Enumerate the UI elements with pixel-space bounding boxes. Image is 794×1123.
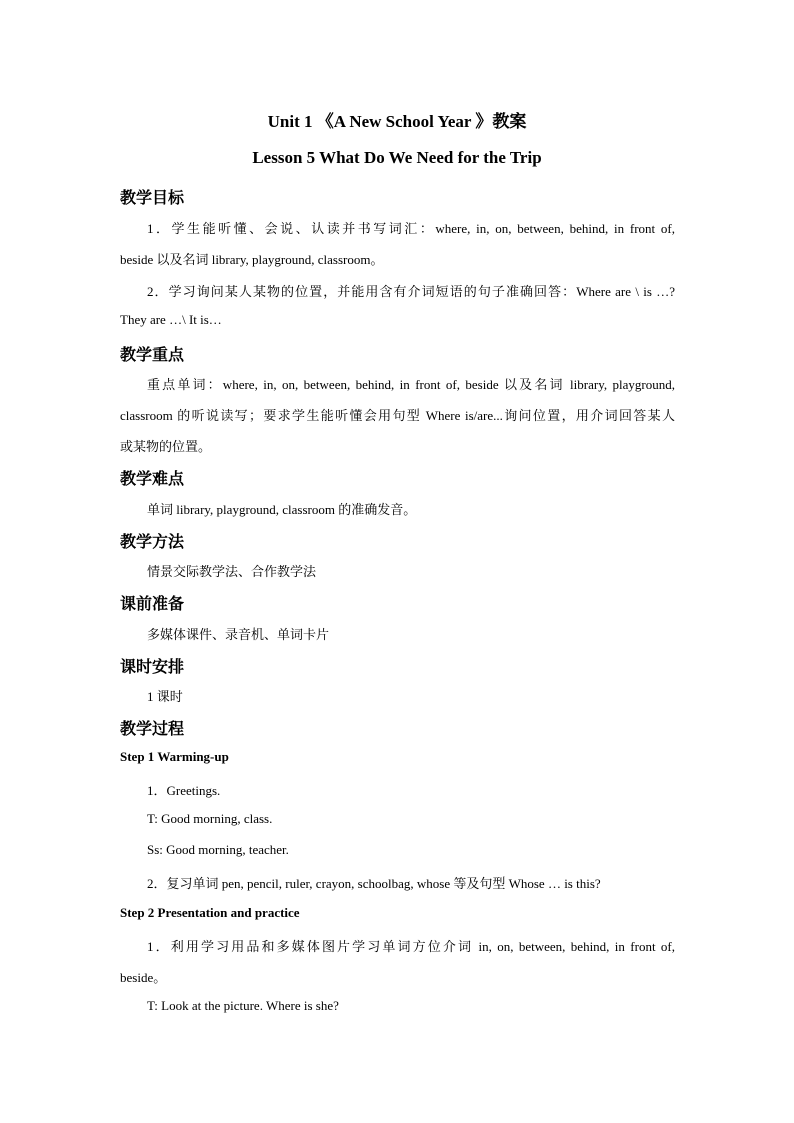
step2-title: Step 2 Presentation and practice [120, 905, 300, 920]
keypoints-line1: 重点单词：where, in, on, between, behind, in front of, beside 以及名词 library, playground, [147, 377, 675, 392]
step1-line4: 2．复习单词 pen, pencil, ruler, crayon, schoolbag, whose 等及句型 Whose … is this? [147, 876, 601, 891]
section-heading-goals: 教学目标 [120, 188, 185, 207]
step2-line1: 1．利用学习用品和多媒体图片学习单词方位介词 in, on, between, behind, in front of, [147, 939, 675, 954]
section-heading-difficulties: 教学难点 [120, 469, 185, 488]
section-heading-schedule: 课时安排 [120, 657, 185, 676]
step1-line1: 1．Greetings. [147, 783, 221, 798]
goals-item2-line2: They are …\ It is… [120, 312, 222, 327]
section-heading-keypoints: 教学重点 [120, 345, 185, 364]
step1-title: Step 1 Warming-up [120, 749, 229, 764]
goals-item1-line1: 1．学生能听懂、会说、认读并书写词汇：where, in, on, between, behind, in front of, [147, 221, 675, 236]
step2-line3: T: Look at the picture. Where is she? [147, 998, 339, 1013]
step1-line2: T: Good morning, class. [147, 811, 273, 826]
step2-line2: beside。 [120, 970, 167, 985]
section-heading-process: 教学过程 [120, 719, 185, 738]
document-subtitle: Lesson 5 What Do We Need for the Trip [252, 148, 542, 167]
preparation-line1: 多媒体课件、录音机、单词卡片 [147, 627, 330, 642]
step1-line3: Ss: Good morning, teacher. [147, 842, 289, 857]
schedule-line1: 1 课时 [147, 689, 183, 704]
goals-item1-line2: beside 以及名词 library, playground, classroom。 [120, 252, 384, 267]
methods-line1: 情景交际教学法、合作教学法 [147, 564, 317, 579]
difficulties-line1: 单词 library, playground, classroom 的准确发音。 [147, 502, 417, 517]
section-heading-methods: 教学方法 [120, 532, 185, 551]
section-heading-preparation: 课前准备 [120, 594, 185, 613]
goals-item2-line1: 2．学习询问某人某物的位置，并能用含有介词短语的句子准确回答：Where are \ is …? [147, 284, 675, 299]
document-title: Unit 1 《A New School Year 》教案 [267, 112, 527, 131]
keypoints-line3: 或某物的位置。 [120, 439, 212, 454]
keypoints-line2: classroom 的听说读写；要求学生能听懂会用句型 Where is/are...询问位置，用介词回答某人 [120, 408, 675, 423]
